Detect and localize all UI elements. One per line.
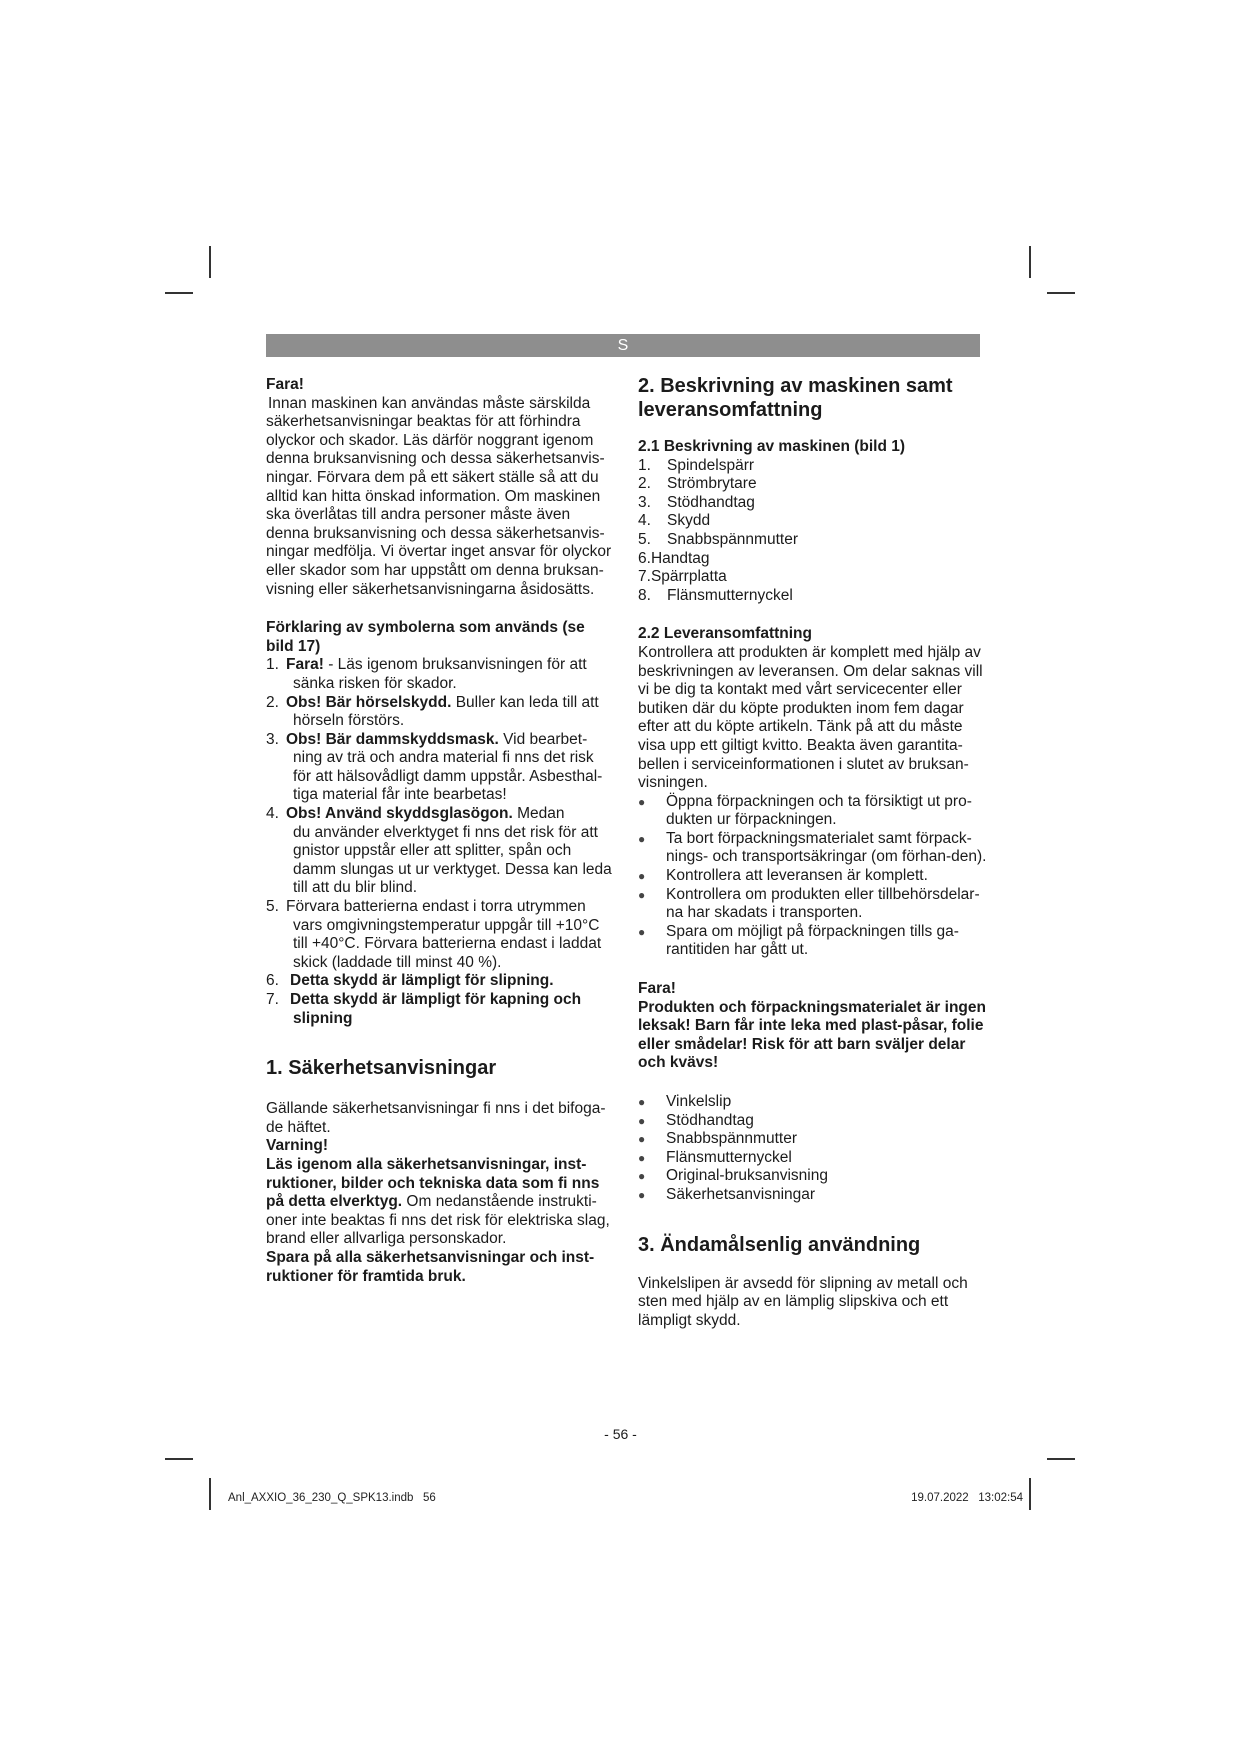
section-3-title: 3. Ändamålsenlig användning — [638, 1233, 921, 1256]
list-item: 8. Flänsmutternyckel — [638, 586, 793, 604]
list-item: ● Original-bruksanvisning — [638, 1167, 828, 1185]
parts-list — [638, 457, 990, 606]
bullet-icon: ● — [638, 869, 646, 884]
list-item: 1. Fara! - Läs igenom bruksanvisningen för att sänka risken för skador. — [266, 656, 587, 692]
left-column — [266, 376, 616, 1286]
list-item: ● Stödhandtag — [638, 1111, 754, 1129]
bullet-icon: ● — [638, 1150, 646, 1165]
crop-mark — [1029, 246, 1031, 278]
list-item: ● Vinkelslip — [638, 1093, 732, 1110]
list-item: 2. Obs! Bär hörselskydd. Buller kan leda till att hörseln förstörs. — [266, 693, 599, 730]
timestamp: 19.07.2022 13:02:54 — [911, 1492, 1023, 1504]
list-item: ● Flänsmutternyckel — [638, 1148, 792, 1166]
crop-mark — [1029, 1478, 1031, 1510]
crop-mark — [1047, 1458, 1075, 1460]
bullet-icon: ● — [638, 887, 646, 902]
danger-text: Innan maskinen kan användas måste särskilda säkerhetsanvisningar beaktas för att förhindra olyckor och skador. Läs därför noggrant igenom denna bruksanvisning och dessa säkerhetsanvis-ningar. Förvara dem på ett säkert ställe så att du alltid kan hitta önskad information. Om maskinen ska överlåtas till andra personer måste även denna bruksanvisning och dessa säkerhetsanvis-ningar medfölja. Vi övertar inget ansvar för olyckor eller skador som har uppstått om denna bruksan-visning eller säkerhetsanvisningarna åsidosätts. — [266, 394, 612, 598]
list-item: ● Kontrollera att leveransen är komplett. — [638, 867, 928, 885]
file-name: Anl_AXXIO_36_230_Q_SPK13.indb 56 — [228, 1492, 436, 1504]
crop-mark — [165, 1458, 193, 1460]
bullet-icon: ● — [638, 1132, 646, 1147]
bullet-icon: ● — [638, 794, 646, 809]
symbols-heading: Förklaring av symbolerna som används (se bild 17) — [266, 619, 585, 655]
list-item: ● Öppna förpackningen och ta försiktigt ut pro-dukten ur förpackningen. — [638, 792, 972, 829]
danger-heading: Fara! — [638, 980, 676, 998]
list-item: 3. Stödhandtag — [638, 493, 755, 511]
list-item: 3. Obs! Bär dammskyddsmask. Vid bearbet- ning av trä och andra material fi nns det risk för att hälsovådligt damm uppstår. Asbesthal-tiga material får inte bearbetas! — [266, 730, 603, 804]
list-item: 4. Obs! Använd skyddsglasögon. Medan du använder elverktyget fi nns det risk för att gnistor uppstår eller att splitter, spån och damm slungas ut ur verktyget. Dessa kan leda till att du blir blind. — [266, 805, 612, 897]
list-item: 6. Detta skydd är lämpligt för slipning. — [266, 972, 554, 990]
list-item: 7. Spärrplatta — [638, 568, 727, 586]
bullet-icon: ● — [638, 831, 646, 846]
warning-heading: Varning! — [266, 1137, 329, 1155]
list-item: 4. Skydd — [638, 512, 711, 530]
list-item: 6. Handtag — [638, 549, 710, 567]
section-2-2-text: Kontrollera att produkten är komplett med hjälp av beskrivningen av leveransen. Om delar saknas vill vi be dig ta kontakt med vårt servicecenter eller butiken där du köpte produkten inom fem dagar efter att du köpte artikeln. Tänk på att du måste visa upp ett giltigt kvitto. Beakta även garantita-bellen i serviceinformationen i slutet av bruksan-visningen. — [638, 643, 983, 792]
bullet-icon: ● — [638, 1113, 646, 1128]
section-3-text: Vinkelslipen är avsedd för slipning av metall och sten med hjälp av en lämplig slipskiva och ett lämpligt skydd. — [638, 1274, 968, 1329]
bullet-icon: ● — [638, 1169, 646, 1184]
section-2-1-title: 2.1 Beskrivning av maskinen (bild 1) — [638, 438, 906, 455]
list-item: 5. Förvara batterierna endast i torra utrymmen vars omgivningstemperatur uppgår till +10°C till +40°C. Förvara batterierna endast i laddat skick (laddade till minst 40 %). — [266, 898, 602, 971]
crop-mark — [1047, 292, 1075, 294]
list-item: ● Spara om möjligt på förpackningen tills ga-rantitiden har gått ut. — [638, 922, 959, 959]
section-1-title: 1. Säkerhetsanvisningar — [266, 1057, 497, 1080]
language-tab: S — [266, 334, 980, 357]
danger-heading: Fara! — [266, 376, 304, 393]
danger-text: Produkten och förpackningsmaterialet är ingen leksak! Barn får inte leka med plast-påsar, folie eller smådelar! Risk för att barn sväljer delar och kvävs! — [638, 998, 986, 1072]
right-column — [638, 374, 990, 1330]
crop-mark — [209, 246, 211, 278]
crop-mark — [165, 292, 193, 294]
list-item: 7. Detta skydd är lämpligt för kapning och slipning — [266, 991, 582, 1027]
list-item: ● Säkerhetsanvisningar — [638, 1185, 816, 1203]
list-item: 5. Snabbspännmutter — [638, 530, 798, 548]
section-2-title: 2. Beskrivning av maskinen samt leveransomfattning — [638, 375, 953, 421]
section-1-warning-text: Läs igenom alla säkerhetsanvisningar, inst-ruktioner, bilder och tekniska data som fi nns på detta elverktyg. Om nedanstående instrukti-oner inte beaktas fi nns det risk för elektriska slag, brand eller allvarliga personskador. — [266, 1155, 610, 1248]
section-2-2-title: 2.2 Leveransomfattning — [638, 625, 812, 643]
symbols-list — [266, 656, 616, 1028]
section-1-save-note: Spara på alla säkerhetsanvisningar och inst-ruktioner för framtida bruk. — [266, 1248, 595, 1285]
section-1-intro: Gällande säkerhetsanvisningar fi nns i det bifoga-de häftet. — [266, 1100, 606, 1136]
list-item: 2. Strömbrytare — [638, 475, 757, 493]
unpacking-steps — [638, 793, 990, 960]
page-number: - 56 - — [604, 1426, 637, 1442]
list-item: 1. Spindelspärr — [638, 456, 755, 474]
bullet-icon: ● — [638, 1095, 646, 1109]
list-item: ● Ta bort förpackningsmaterialet samt förpack-nings- och transportsäkringar (om förhan-den). — [638, 829, 987, 866]
bullet-icon: ● — [638, 924, 646, 939]
list-item: ● Snabbspännmutter — [638, 1130, 797, 1148]
delivery-contents — [638, 1093, 990, 1205]
crop-mark — [209, 1478, 211, 1510]
list-item: ● Kontrollera om produkten eller tillbehörsdelar-na har skadats i transporten. — [638, 885, 980, 922]
bullet-icon: ● — [638, 1187, 646, 1202]
